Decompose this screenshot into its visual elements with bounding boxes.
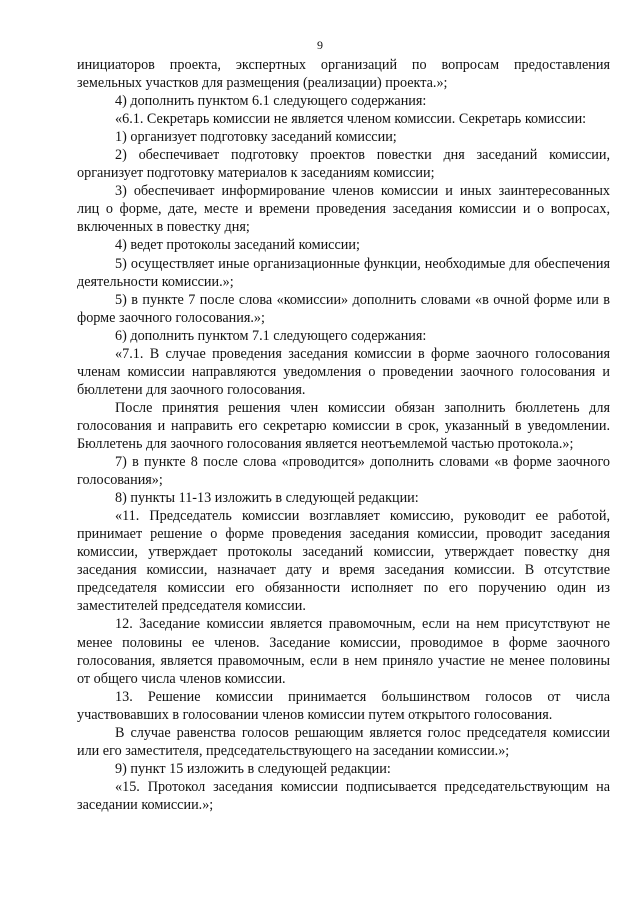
- paragraph-15: «11. Председатель комиссии возглавляет комиссию, руководит ее работой, принимает решение о форме проведения заседания комиссии, проводит заседания комиссии, утверждает протоколы заседаний комиссии, утверждает повестку дня заседания комиссии, назначает дату и время заседания комиссии. В отсутствие председателя комиссии его обязанности исполняет по его поручению один из заместителей председателя комиссии.: [77, 508, 610, 615]
- paragraph-19: 9) пункт 15 изложить в следующей редакции:: [115, 760, 391, 777]
- paragraph-6: 3) обеспечивает информирование членов комиссии и иных заинтересованных лиц о форме, дате, месте и времени проведения заседания комиссии и о вопросах, включенных в повестку дня;: [77, 183, 610, 236]
- paragraph-11: «7.1. В случае проведения заседания комиссии в форме заочного голосования членам комиссии направляются уведомления о проведении заочного голосования и бюллетени для заочного голосования.: [77, 345, 610, 398]
- paragraph-14: 8) пункты 11-13 изложить в следующей редакции:: [115, 490, 419, 507]
- paragraph-1: инициаторов проекта, экспертных организаций по вопросам предоставления земельных участков для размещения (реализации) проекта.»;: [77, 57, 610, 92]
- paragraph-16: 12. Заседание комиссии является правомочным, если на нем присутствуют не менее половины ее членов. Заседание комиссии, проводимое в форме заочного голосования, является правомочным, если в нем приняло участие не менее половины от общего числа членов комиссии.: [77, 616, 610, 687]
- paragraph-20: «15. Протокол заседания комиссии подписывается председательствующим на заседании комиссии.»;: [77, 778, 610, 813]
- paragraph-2: 4) дополнить пунктом 6.1 следующего содержания:: [115, 93, 427, 110]
- paragraph-9: 5) в пункте 7 после слова «комиссии» дополнить словами «в очной форме или в форме заочного голосования.»;: [77, 291, 610, 326]
- paragraph-5: 2) обеспечивает подготовку проектов повестки дня заседаний комиссии, организует подготовку материалов к заседаниям комиссии;: [77, 147, 610, 182]
- paragraph-13: 7) в пункте 8 после слова «проводится» дополнить словами «в форме заочного голосования»;: [77, 454, 610, 489]
- document-body: [77, 56, 610, 814]
- paragraph-4: 1) организует подготовку заседаний комиссии;: [115, 129, 397, 146]
- paragraph-10: 6) дополнить пунктом 7.1 следующего содержания:: [115, 327, 427, 344]
- paragraph-17: 13. Решение комиссии принимается большинством голосов от числа участвовавших в голосовании членов комиссии путем открытого голосования.: [77, 688, 610, 723]
- paragraph-7: 4) ведет протоколы заседаний комиссии;: [115, 237, 360, 254]
- paragraph-3: «6.1. Секретарь комиссии не является членом комиссии. Секретарь комиссии:: [115, 111, 587, 128]
- paragraph-18: В случае равенства голосов решающим является голос председателя комиссии или его заместителя, председательствующего на заседании комиссии.»;: [77, 724, 610, 759]
- paragraph-12: После принятия решения член комиссии обязан заполнить бюллетень для голосования и направить его секретарю комиссии в срок, указанный в уведомлении. Бюллетень для заочного голосования является неотъемлемой частью протокола.»;: [77, 399, 610, 452]
- paragraph-8: 5) осуществляет иные организационные функции, необходимые для обеспечения деятельности комиссии.»;: [77, 255, 610, 290]
- page-number: 9: [317, 38, 323, 52]
